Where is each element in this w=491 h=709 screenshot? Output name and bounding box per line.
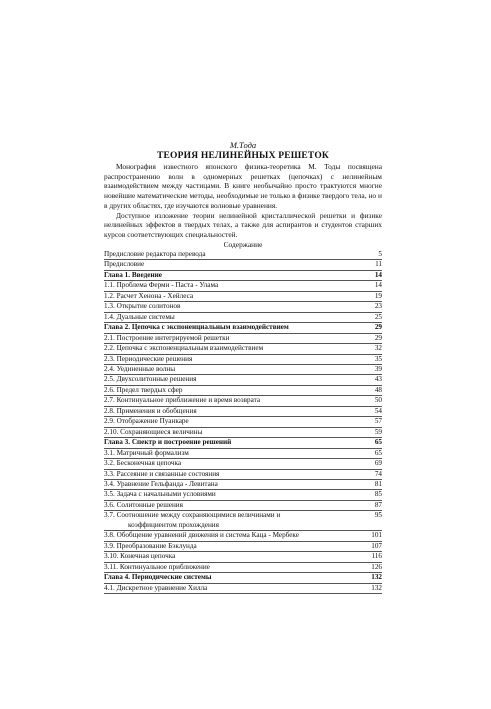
intro-paragraph-1: Монография известного японского физика-теоретика М. Тоды посвящена распространению волн в одномерных решетках (цепочках) с нелинейным взаимодействием между частицами. В книге необычайно просто трактуются многие новейшие математические методы, необходимые не только в физике твердого тела, но и в других областях, где изучаются волновые уравнения. — [104, 162, 382, 210]
toc-row — [104, 313, 382, 323]
toc-row — [104, 365, 382, 375]
toc-chapter-row — [104, 573, 382, 583]
toc-entry-title: Глава 4. Периодические системы — [104, 573, 212, 582]
toc-row — [104, 428, 382, 438]
toc-row — [104, 281, 382, 291]
toc-entry-title: 3.11. Континуальное приближение — [104, 562, 210, 571]
toc-entry-title: Глава 1. Введение — [104, 270, 162, 279]
toc-entry-title: 3.3. Рассеяние и связанные состояния — [104, 469, 220, 478]
toc-entry-page: 87 — [374, 500, 382, 509]
toc-entry-page: 57 — [374, 417, 382, 426]
toc-entry-page: 5 — [378, 250, 382, 259]
toc-entry-page: 81 — [374, 480, 382, 488]
toc-entry-page: 50 — [374, 396, 382, 405]
toc-entry-title: Предисловие — [104, 260, 145, 269]
toc-row — [104, 542, 382, 552]
toc-row — [104, 292, 382, 302]
toc-entry-page: 59 — [374, 427, 382, 436]
toc-entry-page: 69 — [374, 459, 382, 468]
toc-entry-title: 2.4. Уединенные волны — [104, 365, 176, 374]
toc-entry-page: 54 — [374, 406, 382, 415]
toc-entry-page: 25 — [374, 312, 382, 321]
toc-entry-page: 95 — [374, 511, 382, 520]
toc-entry-title: 2.5. Двухсолитонные решения — [104, 375, 197, 384]
toc-heading: Содержание — [223, 239, 263, 249]
toc-entry-title: 2.8. Применения и обобщения — [104, 406, 197, 415]
toc-entry-page: 107 — [371, 541, 382, 550]
toc-entry-title: 3.4. Уравнение Гельфанда - Левитана — [104, 480, 218, 488]
toc-entry-page: 29 — [374, 333, 382, 342]
intro-paragraph-2: Доступное изложение теории нелинейной кристаллической решетки и физике нелинейных эффектов в твердых телах, а также для аспирантов и студентов старших курсов соответствующих специальностей. — [104, 210, 382, 239]
toc-row — [104, 584, 382, 594]
toc-entry-page: 85 — [374, 490, 382, 499]
toc-row — [104, 386, 382, 396]
toc-row — [104, 470, 382, 480]
toc-chapter-row — [104, 323, 382, 333]
toc-row — [104, 407, 382, 417]
toc-entry-page: 14 — [374, 281, 382, 290]
toc-entry-page: 32 — [374, 344, 382, 353]
toc-row — [104, 531, 382, 541]
toc-entry-page: 74 — [374, 469, 382, 478]
toc-entry-title: 2.9. Отображение Пуанкаре — [104, 417, 189, 426]
toc-entry-page: 19 — [374, 291, 382, 300]
toc-entry-page: 65 — [374, 448, 382, 457]
toc-entry-page: 65 — [374, 438, 382, 447]
toc-entry-page: 116 — [371, 552, 382, 561]
toc-row — [104, 449, 382, 459]
toc-entry-title: Предисловие редактора перевода — [104, 250, 206, 259]
toc-entry-title: коэффициентом прохождения — [128, 520, 219, 529]
toc-row — [104, 521, 382, 531]
toc-entry-page: 132 — [371, 573, 382, 582]
toc-entry-title: 2.3. Периодические решения — [104, 354, 193, 363]
toc-entry-title: 3.2. Бесконечная цепочка — [104, 459, 182, 468]
page-content — [104, 140, 382, 594]
toc-entry-title: 4.1. Дискретное уравнение Хилла — [104, 583, 208, 592]
toc-entry-title: 3.10. Конечная цепочка — [104, 552, 176, 561]
toc-row — [104, 302, 382, 312]
toc-entry-page: 14 — [374, 270, 382, 279]
toc-entry-title: 3.8. Обобщение уравнений движения и система Каца - Мербеке — [104, 531, 299, 540]
table-of-contents — [104, 250, 382, 594]
toc-entry-page: 35 — [374, 354, 382, 363]
book-author: М.Тода — [229, 140, 257, 150]
toc-entry-page: 29 — [374, 323, 382, 332]
toc-entry-page: 39 — [374, 365, 382, 374]
toc-entry-page: 43 — [374, 375, 382, 384]
toc-row — [104, 459, 382, 469]
toc-entry-title: 2.1. Построение интегрируемой решетки — [104, 333, 230, 342]
toc-row — [104, 260, 382, 270]
toc-entry-title: 2.10. Сохраняющиеся величины — [104, 427, 203, 436]
toc-row — [104, 511, 382, 520]
toc-entry-page: 11 — [375, 260, 382, 269]
toc-row — [104, 490, 382, 500]
toc-entry-title: 3.9. Преобразование Бэклунда — [104, 541, 197, 550]
toc-chapter-row — [104, 438, 382, 448]
toc-entry-title: 1.3. Открытие солитонов — [104, 302, 181, 311]
toc-row — [104, 552, 382, 562]
toc-entry-title: 3.6. Солитонные решения — [104, 500, 183, 509]
toc-entry-page: 132 — [371, 583, 382, 592]
toc-entry-page: 126 — [371, 562, 382, 571]
toc-entry-title: 3.5. Задача с начальными условиями — [104, 490, 216, 499]
toc-entry-title: Глава 3. Спектр и построение решений — [104, 438, 232, 447]
toc-entry-title: 2.6. Предел твердых сфер — [104, 385, 183, 394]
toc-row — [104, 417, 382, 427]
toc-row — [104, 375, 382, 385]
toc-entry-page: 48 — [374, 385, 382, 394]
toc-entry-title: 3.1. Матричный формализм — [104, 448, 189, 457]
toc-entry-title: 1.1. Проблема Ферми - Паста - Улама — [104, 281, 219, 290]
toc-row — [104, 501, 382, 511]
toc-entry-title: 2.7. Континуальное приближение и время возврата — [104, 396, 261, 405]
toc-entry-page: 23 — [374, 302, 382, 311]
toc-row — [104, 250, 382, 260]
toc-entry-title: 1.4. Дуальные системы — [104, 312, 175, 321]
book-title: ТЕОРИЯ НЕЛИНЕЙНЫХ РЕШЕТОК — [156, 151, 330, 161]
toc-row — [104, 334, 382, 344]
toc-row — [104, 480, 382, 490]
toc-chapter-row — [104, 271, 382, 281]
toc-entry-title: 1.2. Расчет Хенона - Хейлеса — [104, 291, 194, 300]
toc-row — [104, 396, 382, 406]
toc-row — [104, 344, 382, 354]
toc-entry-title: Глава 2. Цепочка с экспоненциальным взаимодействием — [104, 323, 289, 332]
toc-row — [104, 355, 382, 365]
toc-entry-title: 2.2. Цепочка с экспоненциальным взаимодействием — [104, 344, 264, 353]
toc-entry-title: 3.7. Соотношение между сохраняющимися величинами и — [104, 511, 281, 520]
toc-row — [104, 563, 382, 573]
toc-entry-page: 101 — [371, 531, 382, 540]
